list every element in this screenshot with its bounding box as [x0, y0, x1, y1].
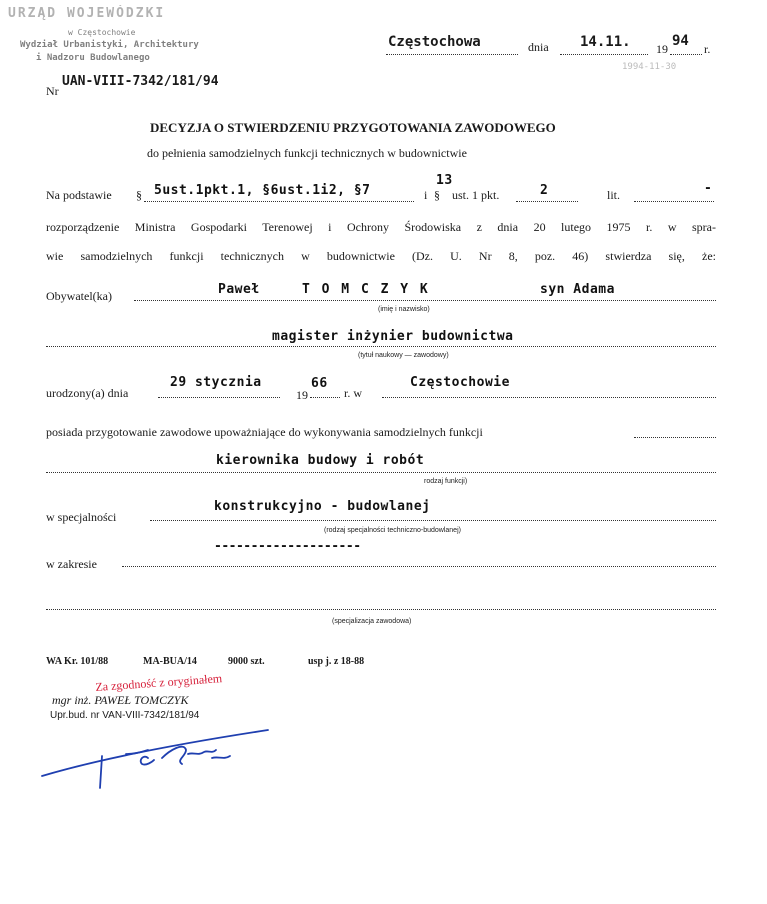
birth-date-line — [158, 397, 280, 398]
footer-print-run: 9000 szt. — [228, 656, 265, 667]
faint-date-mark: 1994-11-30 — [622, 62, 677, 72]
pkt-line — [516, 201, 578, 202]
first-name: Paweł — [218, 282, 260, 297]
lit-line — [634, 201, 714, 202]
document-subtitle: do pełnienia samodzielnych funkcji technicznych w budownictwie — [147, 146, 467, 160]
dnia-label: dnia — [528, 40, 549, 54]
year-suffix: 94 — [672, 33, 689, 49]
stamp-line-4: i Nadzoru Budowlanego — [36, 53, 150, 63]
i-label: i — [424, 188, 428, 202]
title-caption: (tytuł naukowy — zawodowy) — [358, 352, 449, 359]
r-label: r. — [704, 42, 711, 56]
specialty-line — [150, 520, 716, 521]
name-caption: (imię i nazwisko) — [378, 306, 430, 313]
scope-label: w zakresie — [46, 557, 97, 571]
specialty-caption: (rodzaj specjalności techniczno-budowlanej) — [324, 527, 461, 534]
birth-place-line — [382, 397, 716, 398]
signature — [36, 720, 316, 800]
surname: T O M C Z Y K — [302, 282, 430, 297]
function-label-line — [634, 437, 716, 438]
city-line — [386, 54, 518, 55]
basis-line-2: rozporządzenie Ministra Gospodarki Terenowej i Ochrony Środowiska z dnia 20 lutego 1975 r. w spra- — [46, 220, 716, 234]
birth-year-suffix: 66 — [311, 376, 328, 391]
paragraph-sign: § — [136, 188, 142, 202]
father-name: syn Adama — [540, 282, 615, 297]
references-line — [144, 201, 414, 202]
function-caption: rodzaj funkcji) — [424, 478, 468, 485]
paragraph-number: 13 — [436, 173, 453, 188]
lit-label: lit. — [607, 188, 621, 202]
city: Częstochowa — [388, 34, 481, 50]
stamp-line-1: URZĄD WOJEWÓDZKI — [8, 6, 166, 21]
obywatel-label: Obywatel(ka) — [46, 289, 112, 303]
pkt-value: 2 — [540, 183, 549, 198]
year-line — [670, 54, 702, 55]
nr-label: Nr — [46, 84, 59, 98]
issue-date: 14.11. — [580, 34, 631, 50]
specialty-label: w specjalności — [46, 510, 117, 524]
specialty-value: konstrukcyjno - budowlanej — [214, 499, 431, 514]
professional-title: magister inżynier budownictwa — [272, 329, 514, 344]
year-prefix: 19 — [656, 42, 668, 56]
title-line — [46, 346, 716, 347]
scope-value: -------------------- — [214, 539, 361, 554]
r-w-label: r. w — [344, 386, 362, 400]
ust-label: ust. 1 pkt. — [452, 188, 500, 202]
name-line — [134, 300, 716, 301]
reference-number: UAN-VIII-7342/181/94 — [62, 74, 219, 89]
footer-publisher: MA-BUA/14 — [143, 656, 197, 667]
basis-line-3: wie samodzielnych funkcji technicznych w budownictwie (Dz. U. Nr 8, poz. 46) stwierdza się, że: — [46, 249, 716, 263]
stamp-line-3: Wydział Urbanistyki, Architektury — [20, 40, 199, 50]
function-label: posiada przygotowanie zawodowe upoważniające do wykonywania samodzielnych funkcji — [46, 425, 483, 439]
stamp-line-2: w Częstochowie — [68, 28, 136, 37]
date-line — [560, 54, 648, 55]
certified-copy-stamp: Za zgodność z oryginałem — [94, 671, 223, 695]
legal-references: 5ust.1pkt.1, §6ust.1i2, §7 — [154, 183, 371, 198]
birth-year-prefix: 19 — [296, 388, 308, 402]
scope-caption: (specjalizacja zawodowa) — [332, 618, 412, 625]
birth-year-line — [310, 397, 340, 398]
na-podstawie-label: Na podstawie — [46, 188, 112, 202]
footer-form-code: WA Kr. 101/88 — [46, 656, 109, 667]
lit-value: - — [704, 181, 713, 196]
function-value: kierownika budowy i robót — [216, 453, 425, 468]
birth-day-month: 29 stycznia — [170, 375, 262, 390]
scope-line-2 — [46, 609, 716, 610]
scope-line — [122, 566, 716, 567]
office-stamp — [8, 6, 228, 66]
certifier-license: Upr.bud. nr VAN-VIII-7342/181/94 — [50, 710, 200, 721]
function-line — [46, 472, 716, 473]
footer-order: usp j. z 18-88 — [308, 656, 365, 667]
document-title: DECYZJA O STWIERDZENIU PRZYGOTOWANIA ZAWODOWEGO — [150, 120, 556, 135]
second-paragraph-sign: § — [434, 188, 440, 202]
birth-place: Częstochowie — [410, 375, 510, 390]
certifier-name: mgr inż. PAWEŁ TOMCZYK — [52, 693, 189, 707]
birth-label: urodzony(a) dnia — [46, 386, 129, 400]
